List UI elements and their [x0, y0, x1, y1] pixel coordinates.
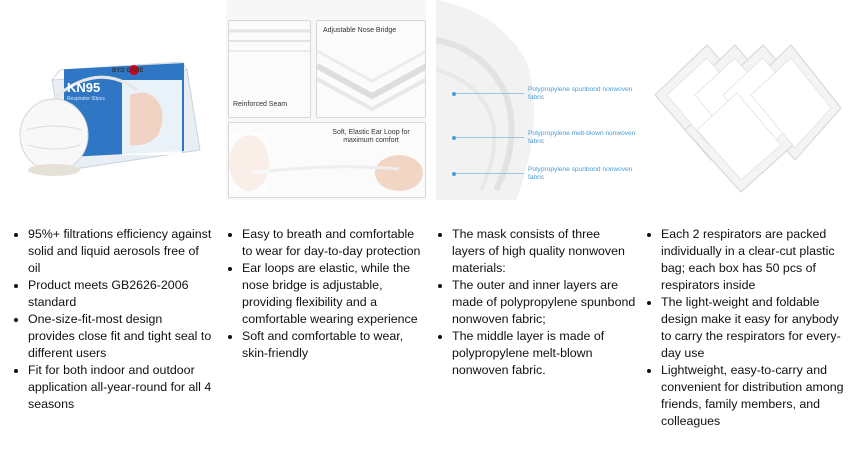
list-item: Lightweight, easy-to-carry and convenient for distribution among friends, family members, and colleagues — [645, 362, 845, 430]
feature-column-1 — [12, 0, 217, 411]
list-item: Soft and comfortable to wear, skin-friendly — [226, 328, 426, 362]
feature-list-4 — [645, 226, 845, 430]
feature-list-3 — [436, 226, 636, 379]
list-item: The light-weight and foldable design make it easy for anybody to carry the respirators for every-day use — [645, 294, 845, 362]
list-item: The mask consists of three layers of high quality nonwoven materials: — [436, 226, 636, 277]
feature-list-2 — [226, 226, 426, 362]
packaged-masks-image — [645, 0, 845, 200]
feature-column-3 — [436, 0, 641, 377]
list-item: Each 2 respirators are packed individually in a clear-cut plastic bag; each box has 50 pcs of respirators inside — [645, 226, 845, 294]
list-item: Easy to breath and comfortable to wear for day-to-day protection — [226, 226, 426, 260]
layer-label-middle: Polypropylene melt-blown nonwoven fabric — [528, 130, 636, 145]
list-item: Product meets GB2626-2006 standard — [12, 277, 212, 311]
list-item: One-size-fit-most design provides close fit and tight seal to different users — [12, 311, 212, 362]
seam-label: Reinforced Seam — [233, 101, 288, 108]
mask-detail-image — [226, 0, 426, 200]
packaged-masks-illustration — [645, 0, 845, 200]
feature-column-2 — [226, 0, 431, 360]
list-item: Fit for both indoor and outdoor application all-year-round for all 4 seasons — [12, 362, 212, 413]
layer-label-outer: Polypropylene spunbond nonwoven fabric — [528, 86, 633, 101]
mask-stand — [28, 164, 80, 176]
box-brand-text: BYD CARE — [112, 68, 144, 74]
box-title-text: KN95 — [67, 80, 101, 95]
nose-bridge-closeup — [316, 20, 426, 118]
list-item: 95%+ filtrations efficiency against solid and liquid aerosols free of oil — [12, 226, 212, 277]
layer-label-inner: Polypropylene spunbond nonwoven fabric — [528, 166, 633, 181]
product-box-image — [12, 0, 212, 200]
box-subtitle-text: Respirator 50pcs — [67, 96, 105, 102]
ear-loop-closeup — [228, 122, 426, 198]
mask-layers-image — [436, 0, 636, 200]
list-item: The outer and inner layers are made of polypropylene spunbond nonwoven fabric; — [436, 277, 636, 328]
ear-loop-label: Soft, Elastic Ear Loop for maximum comfort — [332, 129, 410, 144]
seam-closeup — [228, 20, 311, 118]
feature-column-4 — [645, 0, 850, 428]
list-item: Ear loops are elastic, while the nose bridge is adjustable, providing flexibility and a comfortable wearing experience — [226, 260, 426, 328]
list-item: The middle layer is made of polypropylene melt-blown nonwoven fabric. — [436, 328, 636, 379]
product-box-illustration — [12, 0, 212, 200]
mask-illustration — [20, 99, 88, 171]
nose-bridge-label: Adjustable Nose Bridge — [323, 27, 397, 34]
feature-list-1 — [12, 226, 212, 413]
